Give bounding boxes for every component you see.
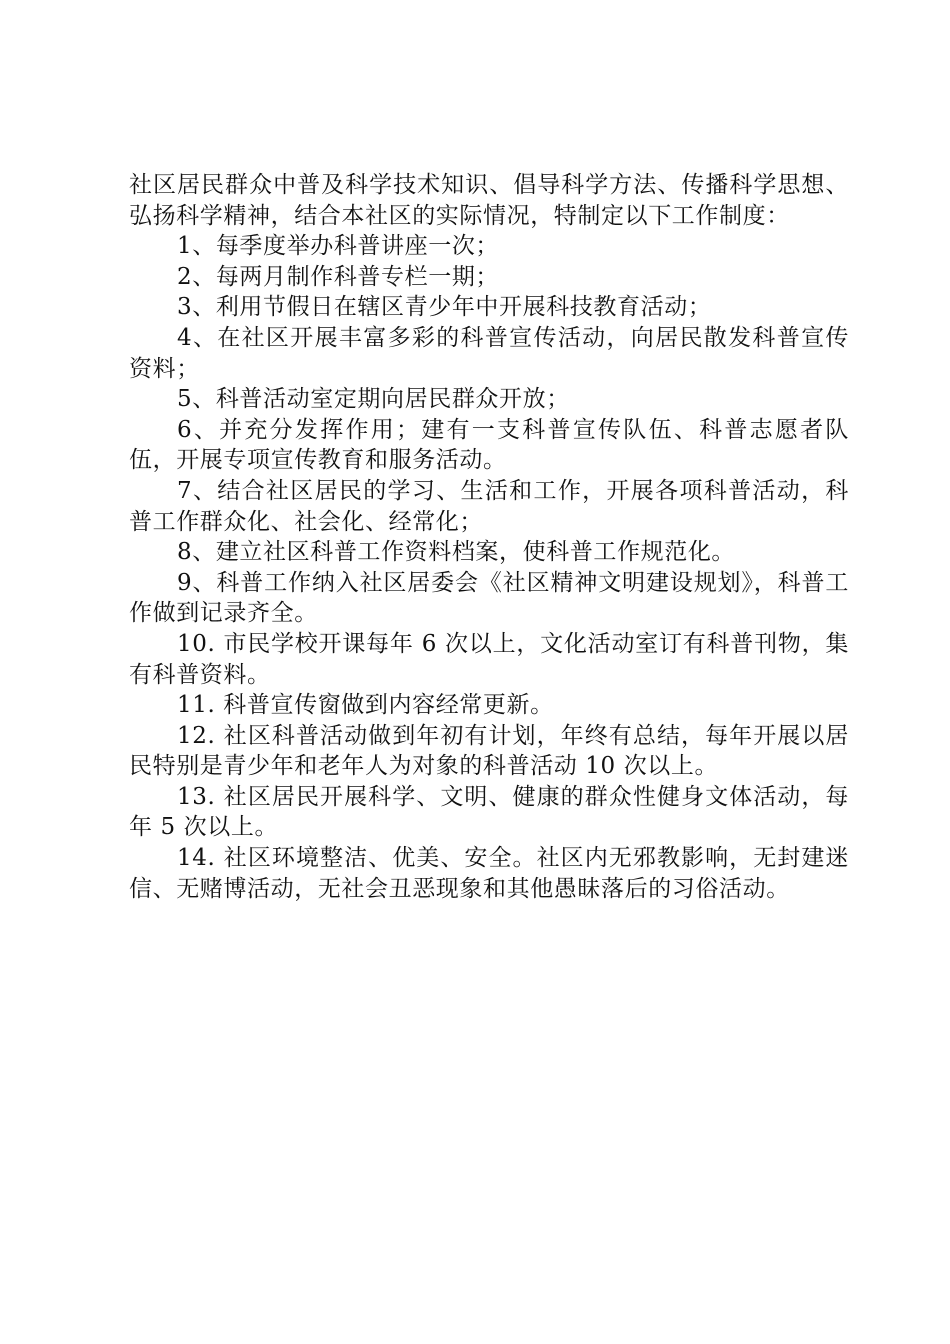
rule-item-8: 8、建立社区科普工作资料档案，使科普工作规范化。 — [177, 539, 736, 566]
intro-paragraph: 社区居民群众中普及科学技术知识、倡导科学方法、传播科学思想、弘扬科学精神，结合本社区的实际情况，特制定以下工作制度： — [129, 172, 849, 229]
rule-item-11: 11. 科普宣传窗做到内容经常更新。 — [177, 692, 554, 719]
rule-item-7: 7、结合社区居民的学习、生活和工作，开展各项科普活动，科普工作群众化、社会化、经常化； — [129, 477, 849, 535]
rule-item-13: 13. 社区居民开展科学、文明、健康的群众性健身文体活动，每年 5 次以上。 — [129, 783, 849, 841]
rule-item-5: 5、科普活动室定期向居民群众开放； — [177, 386, 570, 413]
rule-item-1: 1、每季度举办科普讲座一次； — [177, 233, 500, 260]
rule-item-4: 4、在社区开展丰富多彩的科普宣传活动，向居民散发科普宣传资料； — [129, 324, 849, 382]
rule-item-6: 6、并充分发挥作用；建有一支科普宣传队伍、科普志愿者队伍，开展专项宣传教育和服务活动。 — [129, 416, 849, 474]
rule-item-14: 14. 社区环境整洁、优美、安全。社区内无邪教影响，无封建迷信、无赌博活动，无社会丑恶现象和其他愚昧落后的习俗活动。 — [129, 845, 849, 902]
rule-item-12: 12. 社区科普活动做到年初有计划，年终有总结，每年开展以居民特别是青少年和老年人为对象的科普活动 10 次以上。 — [129, 722, 849, 780]
rule-item-3: 3、利用节假日在辖区青少年中开展科技教育活动； — [177, 294, 712, 321]
rule-item-9: 9、科普工作纳入社区居委会《社区精神文明建设规划》，科普工作做到记录齐全。 — [129, 569, 849, 627]
rule-item-2: 2、每两月制作科普专栏一期； — [177, 263, 500, 290]
document-body — [129, 170, 849, 904]
rule-item-10: 10. 市民学校开课每年 6 次以上，文化活动室订有科普刊物，集有科普资料。 — [129, 630, 849, 688]
